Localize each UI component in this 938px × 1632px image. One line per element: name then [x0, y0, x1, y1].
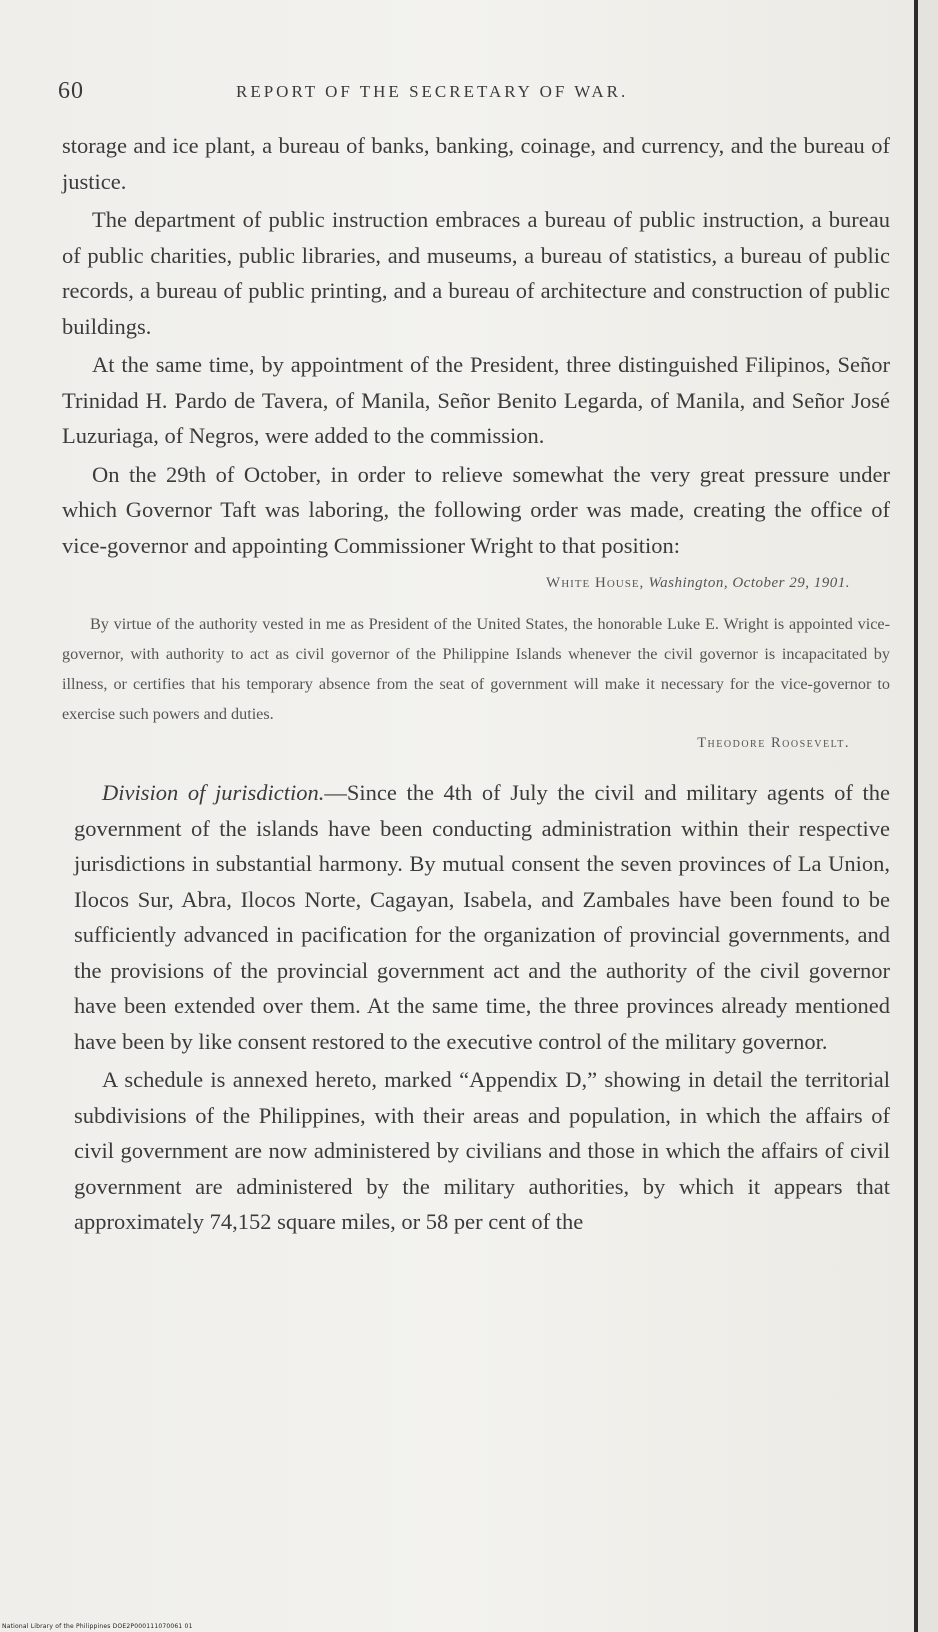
- paragraph-vice-governor-order: On the 29th of October, in order to relieve somewhat the very great pressure under which Governor Taft was laboring, the following order was made, creating the office of vice-governor and appointing Commissioner Wright to that position:: [62, 461, 890, 558]
- page-header: [58, 78, 888, 110]
- quote-signature: Theodore Roosevelt.: [697, 735, 850, 751]
- quote-text: By virtue of the authority vested in me as President of the United States, the honorable Luke E. Wright is appointed vice-governor, with authority to act as civil governor of the Philippine Islands whenever the civil governor is incapacitated by illness, or certifies that his temporary absence from the seat of government will make it necessary for the vice-governor to exercise such powers and duties.: [62, 615, 890, 723]
- section-paragraph-text: —Since the 4th of July the civil and military agents of the government of the islands have been conducting administration within their respective jurisdictions in substantial harmony. By mutual consent the seven provinces of La Union, Ilocos Sur, Abra, Ilocos Norte, Cagayan, Isabela, and Zambales have been found to be sufficiently advanced in pacification for the organization of provincial governments, and the provisions of the provincial government act and the authority of the civil governor have been extended over them. At the same time, the three provinces already mentioned have been by like consent restored to the executive control of the military governor.: [74, 780, 890, 1054]
- section-division-of-jurisdiction: [62, 775, 890, 1240]
- page-number: 60: [58, 78, 84, 104]
- paragraph-continued: storage and ice plant, a bureau of banks, banking, coinage, and currency, and the bureau of justice.: [62, 133, 890, 194]
- adjacent-page-strip: [918, 0, 938, 1632]
- quote-dateline: [62, 571, 890, 595]
- paragraph-public-instruction: The department of public instruction embraces a bureau of public instruction, a bureau of public charities, public libraries, and museums, a bureau of statistics, a bureau of public records, a bureau of public printing, and a bureau of architecture and construction of public buildings.: [62, 207, 890, 339]
- paragraph-schedule: A schedule is annexed hereto, marked “Appendix D,” showing in detail the territorial subdivisions of the Philippines, with their areas and population, in which the affairs of civil government are now administered by civilians and those in which the affairs of civil government are administered by the military authorities, by which it appears that approximately 74,152 square miles, or 58 per cent of the: [74, 1067, 890, 1234]
- paragraph-appointment: At the same time, by appointment of the President, three distinguished Filipinos, Señor Trinidad H. Pardo de Tavera, of Manila, Señor Benito Legarda, of Manila, and Señor José Luzuriaga, of Negros, were added to the commission.: [62, 352, 890, 448]
- body-text: [62, 128, 890, 1240]
- quote-place: White House,: [546, 575, 645, 591]
- executive-order-quote: [62, 571, 890, 755]
- quote-date: Washington, October 29, 1901.: [648, 575, 850, 591]
- running-title: REPORT OF THE SECRETARY OF WAR.: [236, 82, 629, 101]
- scan-credit-footer: National Library of the Philippines DOE2P000111070061 01: [2, 1623, 193, 1630]
- paragraph-jurisdiction: [74, 775, 890, 1059]
- section-heading: Division of jurisdiction.: [102, 780, 325, 805]
